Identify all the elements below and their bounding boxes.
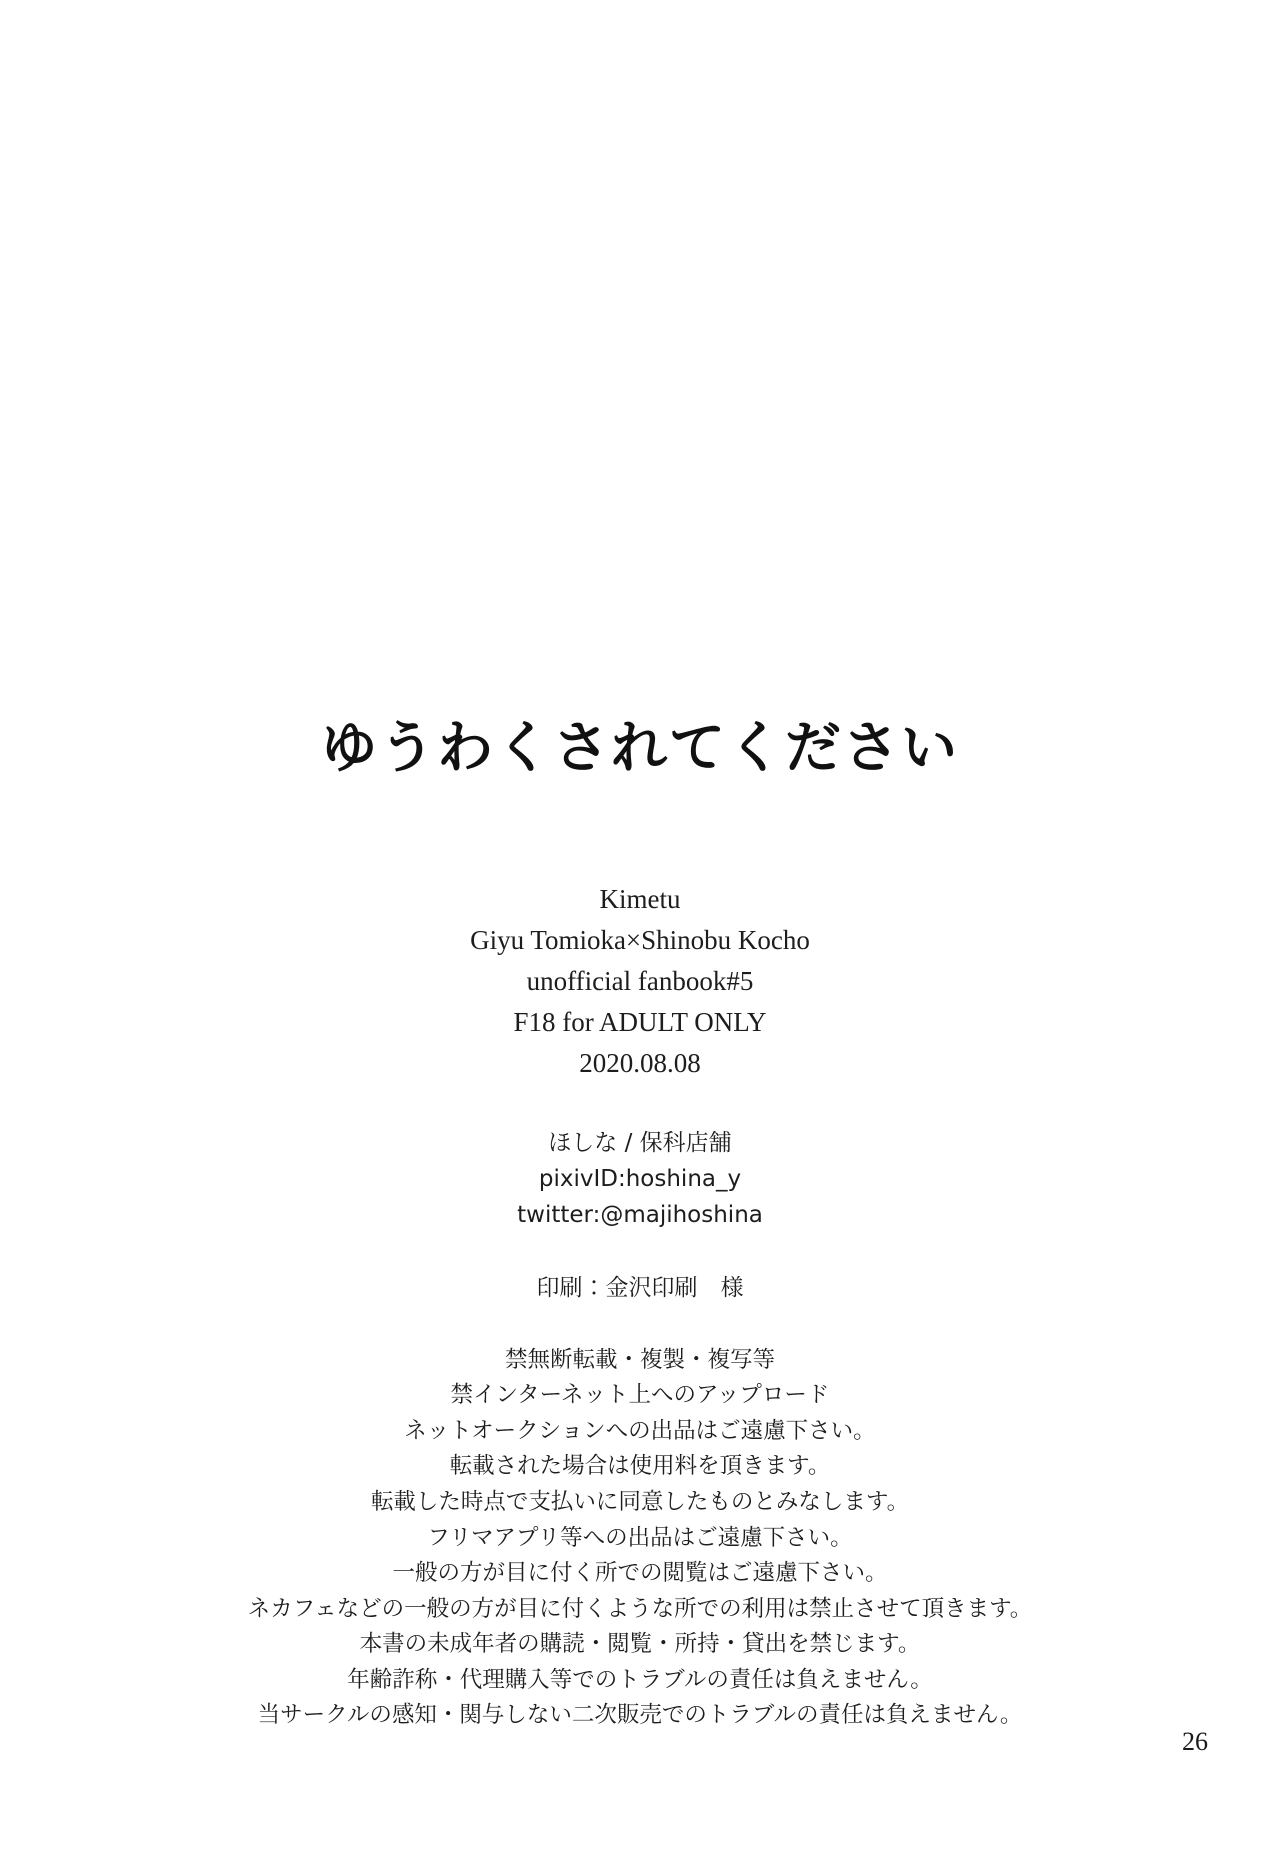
notice-line: ネカフェなどの一般の方が目に付くような所での利用は禁止させて頂きます。 [247, 1595, 1033, 1622]
credit-line: Giyu Tomioka×Shinobu Kocho [470, 925, 810, 956]
notice-line: 禁インターネット上へのアップロード [450, 1382, 830, 1409]
notice-line: 本書の未成年者の購読・閲覧・所持・貸出を禁じます。 [359, 1631, 921, 1658]
notice-line: 年齢詐称・代理購入等でのトラブルの責任は負えません。 [347, 1666, 933, 1693]
credit-line: unofficial fanbook#5 [526, 966, 754, 997]
notice-line: 当サークルの感知・関与しない二次販売でのトラブルの責任は負えません。 [257, 1702, 1023, 1729]
page-title: ゆうわくされてください [321, 716, 959, 781]
legal-notice-block [248, 1343, 1033, 1734]
circle-name: ほしな / 保科店舗 [548, 1130, 732, 1157]
page-number: 26 [1182, 1727, 1208, 1756]
printer-name: 印刷：金沢印刷 様 [536, 1275, 744, 1302]
printer-info-block [537, 1271, 744, 1307]
notice-line: ネットオークションへの出品はご遠慮下さい。 [404, 1417, 876, 1444]
credit-line: 2020.08.08 [579, 1048, 701, 1079]
notice-line: 転載した時点で支払いに同意したものとみなします。 [370, 1489, 910, 1516]
twitter-handle: twitter:@majihoshina [517, 1201, 763, 1228]
notice-line: 禁無断転載・複製・複写等 [504, 1346, 775, 1373]
pixiv-id: pixivID:hoshina_y [538, 1165, 742, 1192]
credit-line: F18 for ADULT ONLY [513, 1007, 767, 1038]
circle-info-block [517, 1126, 763, 1233]
notice-line: フリマアプリ等への出品はご遠慮下さい。 [427, 1524, 853, 1551]
notice-line: 一般の方が目に付く所での閲覧はご遠慮下さい。 [392, 1560, 888, 1587]
credit-line: Kimetu [599, 884, 681, 915]
credits-latin-block [470, 879, 810, 1084]
notice-line: 転載された場合は使用料を頂きます。 [449, 1453, 831, 1480]
